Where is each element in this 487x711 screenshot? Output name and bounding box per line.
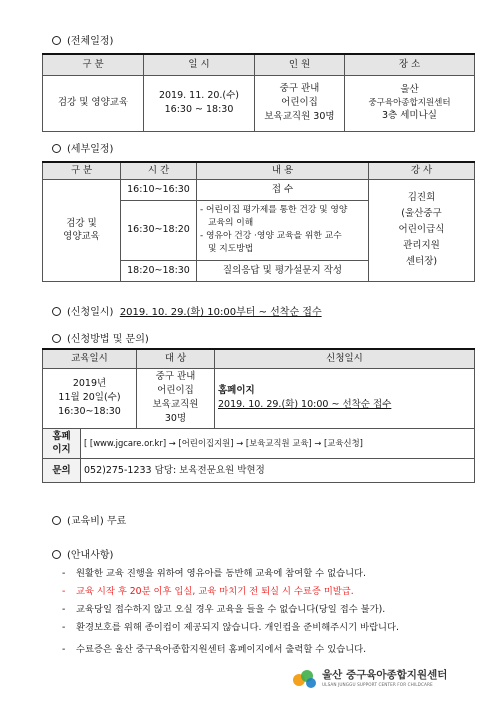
header-people: 인 원	[255, 54, 345, 75]
contact-label: 문의	[43, 459, 81, 483]
section-title-notes: (안내사항)	[52, 546, 113, 561]
time-cell: 16:10~16:30	[121, 179, 197, 200]
circle-bullet-icon	[52, 334, 61, 343]
header-time: 시 간	[121, 162, 197, 179]
content-cell: 접 수	[197, 179, 369, 200]
category-cell: 검강 및 영양교육	[43, 179, 121, 281]
notes-list	[62, 565, 472, 659]
header-apply-date: 신청일시	[215, 349, 475, 368]
place-cell: 울산 중구육아종합지원센터 3층 세미나실	[345, 75, 475, 131]
circle-bullet-icon	[52, 550, 61, 559]
apply-date-text: 2019. 10. 29.(화) 10:00 ~ 선착순 접수	[218, 399, 392, 410]
datetime-cell: 2019. 11. 20.(수) 16:30 ~ 18:30	[144, 75, 255, 131]
header-target: 대 상	[137, 349, 215, 368]
circle-bullet-icon	[52, 516, 61, 525]
time-cell: 16:30~18:20	[121, 200, 197, 260]
content-cell: 질의응답 및 평가설문지 작성	[197, 260, 369, 281]
time-cell: 18:20~18:30	[121, 260, 197, 281]
section-title-detail: (세부일정)	[52, 140, 113, 155]
logo-icon	[292, 667, 318, 691]
section-title-overall: (전체일정)	[52, 32, 113, 47]
overall-schedule-table	[42, 53, 475, 132]
circle-bullet-icon	[52, 307, 61, 316]
list-item: - 교육 시작 후 20분 이후 입실, 교육 마치기 전 퇴실 시 수료증 미발급.	[62, 586, 354, 597]
apply-period-text: 2019. 10. 29.(화) 10:00부터 ~ 선착순 접수	[119, 307, 322, 318]
list-item: - 수료증은 울산 중구육아종합지원센터 홈페이지에서 출력할 수 있습니다.	[62, 644, 367, 655]
logo-name: 울산 중구육아종합지원센터	[322, 669, 448, 681]
circle-bullet-icon	[52, 36, 61, 45]
table-row	[43, 75, 475, 131]
table-row	[43, 459, 475, 483]
header-place: 장 소	[345, 54, 475, 75]
content-cell: - 어린이집 평가제를 통한 건강 및 영양 교육의 이해 - 영유아 건강 ·영양 교육을 위한 교수 및 지도방법	[197, 200, 369, 260]
fee-value: 무료	[106, 516, 127, 527]
header-content: 내 용	[197, 162, 369, 179]
apply-method-table	[42, 348, 475, 483]
table-row	[43, 179, 475, 200]
table-row	[43, 428, 475, 459]
contact-text: 052)275-1233 담당: 보육전문요원 박현정	[81, 459, 475, 483]
target-cell: 중구 관내 어린이집 보육교직원 30명	[137, 368, 215, 428]
detail-schedule-table	[42, 161, 475, 282]
instructor-cell: 김진희 (울산중구 어린이급식 관리지원 센터장)	[369, 179, 475, 281]
table-row	[43, 368, 475, 428]
header-datetime: 일 시	[144, 54, 255, 75]
apply-period: (신청일시) 2019. 10. 29.(화) 10:00부터 ~ 선착순 접수	[52, 303, 322, 318]
list-item: - 환경보호를 위해 종이컵이 제공되지 않습니다. 개인컵을 준비해주시기 바랍니다.	[62, 622, 399, 633]
header-category: 구 분	[43, 54, 144, 75]
category-cell: 검강 및 영양교육	[43, 75, 144, 131]
header-category: 구 분	[43, 162, 121, 179]
header-instructor: 강 사	[369, 162, 475, 179]
apply-cell: 홈페이지 2019. 10. 29.(화) 10:00 ~ 선착순 접수	[215, 368, 475, 428]
homepage-path: [ [www.jgcare.or.kr] → [어린이집지원] → [보육교직원 교육] → [교육신청]	[81, 428, 475, 459]
circle-bullet-icon	[52, 144, 61, 153]
list-item: - 교육당일 접수하지 않고 오실 경우 교육을 들을 수 없습니다(당일 접수 불가).	[62, 604, 386, 615]
fee-line: (교육비) 무료	[52, 512, 126, 527]
center-logo	[292, 665, 462, 693]
section-title-apply-method: (신청방법 및 문의)	[52, 330, 149, 345]
logo-subtitle: ULSAN JUNGGU SUPPORT CENTER FOR CHILDCARE	[322, 682, 433, 687]
list-item: - 원활한 교육 진행을 위하여 영유아를 동반해 교육에 참여할 수 없습니다.	[62, 568, 366, 579]
edu-date-cell: 2019년 11월 20일(수) 16:30~18:30	[43, 368, 137, 428]
header-edu-date: 교육일시	[43, 349, 137, 368]
homepage-label: 홈페 이지	[43, 428, 81, 459]
people-cell: 중구 관내 어린이집 보육교직원 30명	[255, 75, 345, 131]
